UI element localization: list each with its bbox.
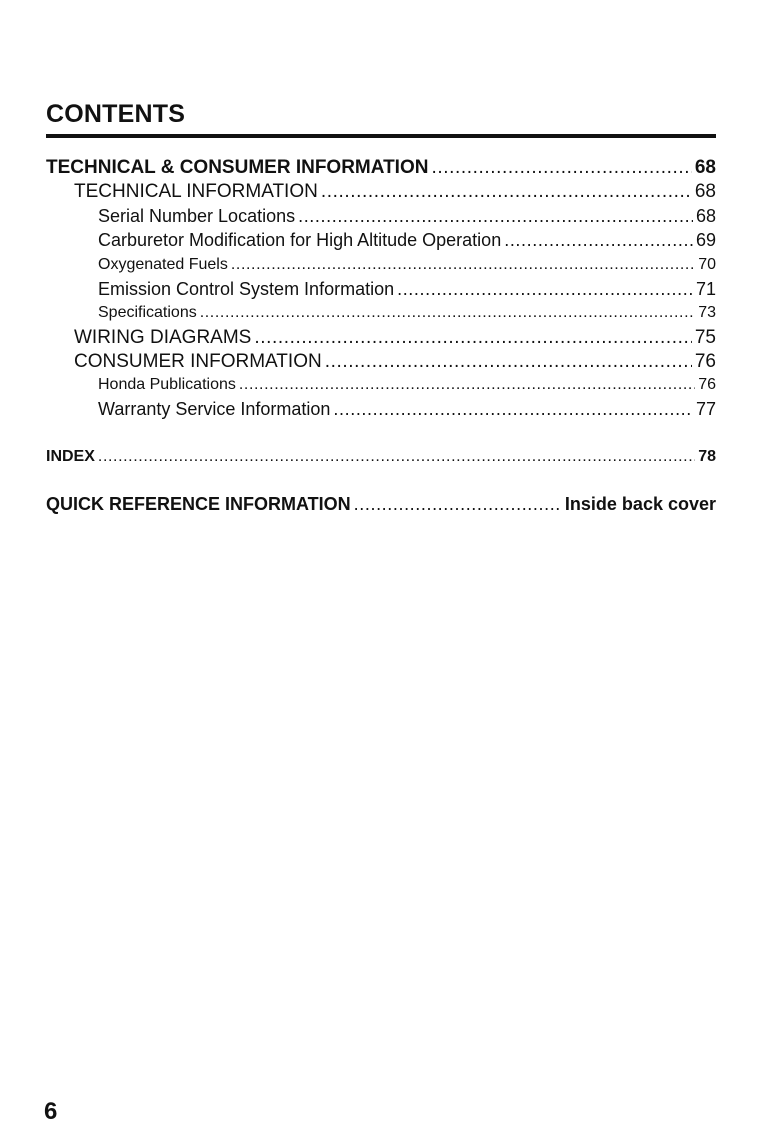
toc-entry-page: 78	[698, 448, 716, 465]
toc-entry-page: 75	[694, 327, 716, 348]
dot-leader	[325, 351, 692, 373]
page-number: 6	[44, 1098, 58, 1125]
toc-entry-page: 68	[694, 181, 716, 202]
toc-entry-serial-number-locations[interactable]	[98, 206, 716, 227]
toc-entry-page: 68	[694, 157, 716, 178]
toc-entry-label: Oxygenated Fuels	[98, 256, 228, 273]
toc-entry-quick-reference-information[interactable]	[46, 494, 716, 515]
toc-entry-technical-consumer-information[interactable]	[46, 157, 716, 179]
dot-leader	[231, 256, 695, 274]
dot-leader	[397, 279, 693, 300]
toc-entry-wiring-diagrams[interactable]	[74, 327, 716, 349]
toc-entry-label: Carburetor Modification for High Altitude Operation	[98, 230, 502, 250]
toc-entry-honda-publications[interactable]	[98, 376, 716, 394]
toc-entry-label: Honda Publications	[98, 376, 236, 393]
toc-entry-label: Emission Control System Information	[98, 279, 395, 299]
toc-entry-label: Specifications	[98, 304, 197, 321]
dot-leader	[254, 327, 692, 349]
dot-leader	[239, 376, 695, 394]
toc-entry-label: QUICK REFERENCE INFORMATION	[46, 494, 351, 514]
toc-entry-label: Warranty Service Information	[98, 399, 331, 419]
toc-entry-page: 68	[695, 206, 716, 226]
toc-entry-warranty-service-information[interactable]	[98, 399, 716, 420]
toc-entry-page: 76	[694, 351, 716, 372]
dot-leader	[298, 206, 693, 227]
toc-entry-page: 69	[695, 230, 716, 250]
toc-entry-page: 73	[698, 304, 716, 321]
toc-entry-label: CONSUMER INFORMATION	[74, 351, 322, 372]
toc-entry-page: Inside back cover	[564, 494, 716, 514]
toc-entry-page: 77	[695, 399, 716, 419]
toc-entry-technical-information[interactable]	[74, 181, 716, 203]
dot-leader	[431, 157, 691, 179]
dot-leader	[354, 494, 562, 515]
toc-entry-label: Serial Number Locations	[98, 206, 296, 226]
toc-entry-index[interactable]	[46, 448, 716, 466]
page-title: CONTENTS	[46, 100, 186, 128]
toc-entry-carburetor-modification[interactable]	[98, 230, 716, 251]
dot-leader	[98, 448, 695, 466]
dot-leader	[504, 230, 693, 251]
title-rule	[46, 134, 716, 138]
toc-entry-emission-control-system[interactable]	[98, 279, 716, 300]
toc-entry-specifications[interactable]	[98, 304, 716, 322]
dot-leader	[321, 181, 692, 203]
toc-entry-label: TECHNICAL & CONSUMER INFORMATION	[46, 157, 429, 178]
toc-entry-oxygenated-fuels[interactable]	[98, 256, 716, 274]
toc-entry-page: 71	[695, 279, 716, 299]
dot-leader	[333, 399, 693, 420]
toc-entry-consumer-information[interactable]	[74, 351, 716, 373]
toc-entry-label: WIRING DIAGRAMS	[74, 327, 252, 348]
toc-entry-label: INDEX	[46, 448, 95, 465]
dot-leader	[200, 304, 695, 322]
toc-entry-label: TECHNICAL INFORMATION	[74, 181, 318, 202]
toc-entry-page: 76	[698, 376, 716, 393]
toc-entry-page: 70	[698, 256, 716, 273]
